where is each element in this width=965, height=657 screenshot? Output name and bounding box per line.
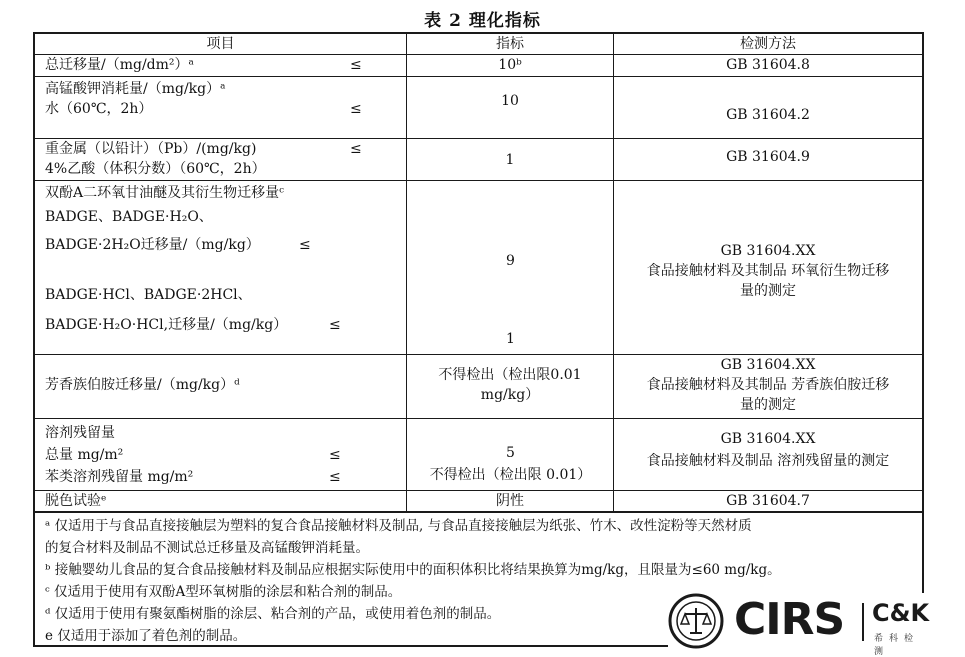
ck-wordmark: C&K	[872, 599, 930, 627]
table-row	[35, 181, 922, 355]
cirs-wordmark: CIRS	[734, 594, 845, 645]
row5-method-line1: GB 31604.XX	[720, 357, 816, 373]
row5-index-line2: mg/kg）	[480, 387, 540, 403]
row7-index: 阴性	[407, 491, 614, 511]
table-header-row	[35, 34, 922, 55]
row5-method-line3: 量的测定	[740, 397, 796, 413]
row2-method: GB 31604.2	[726, 107, 810, 123]
table-row	[35, 419, 922, 491]
row2-item-line2: 水（60℃，2h）	[45, 101, 153, 117]
row6-item-line3: 苯类溶剂残留量 mg/m²	[45, 469, 194, 485]
ck-subtitle: 希科检测	[874, 634, 920, 657]
footnote-a-line1: ᵃ 仅适用于与食品直接接触层为塑料的复合食品接触材料及制品, 与食品直接接触层为纸张、竹木、改性淀粉等天然材质	[45, 518, 752, 534]
row3-index: 1	[407, 139, 614, 180]
footnote-c: ᶜ 仅适用于使用有双酚A型环氧树脂的涂层和粘合剂的制品。	[45, 584, 402, 600]
footnote-b: ᵇ 接触婴幼儿食品的复合食品接触材料及制品应根据实际使用中的面积体积比将结果换算为mg/kg，且限量为≤60 mg/kg。	[45, 562, 781, 578]
row6-item-line2: 总量 mg/m²	[45, 447, 124, 463]
row4-item-line2: BADGE、BADGE·H₂O、	[45, 209, 213, 225]
footnote-d: ᵈ 仅适用于使用有聚氨酯树脂的涂层、粘合剂的产品，或使用着色剂的制品。	[45, 606, 501, 622]
table-title: 表 2 理化指标	[424, 11, 541, 31]
row4-le2: ≤	[329, 317, 341, 333]
table-row	[35, 491, 922, 512]
row4-item-line3: BADGE·2H₂O迁移量/（mg/kg）	[45, 237, 260, 253]
row1-method: GB 31604.8	[726, 57, 810, 73]
row4-method-line3: 量的测定	[740, 283, 796, 299]
row4-method-line2: 食品接触材料及其制品 环氧衍生物迁移	[646, 263, 890, 279]
row5-method-line2: 食品接触材料及其制品 芳香族伯胺迁移	[646, 377, 890, 393]
row2-item-line1: 高锰酸钾消耗量/（mg/kg）ᵃ	[45, 81, 226, 97]
row3-method: GB 31604.9	[726, 149, 810, 165]
table-row	[35, 139, 922, 181]
row7-method: GB 31604.7	[726, 493, 810, 509]
table-row	[35, 55, 922, 77]
row6-le1: ≤	[329, 447, 341, 463]
logo-divider	[862, 603, 864, 641]
row6-item-line1: 溶剂残留量	[45, 425, 115, 441]
row3-item-line2: 4%乙酸（体积分数）（60℃，2h）	[45, 161, 266, 177]
row4-item-line5: BADGE·H₂O·HCl,迁移量/（mg/kg）	[45, 317, 288, 333]
table-row	[35, 77, 922, 139]
row6-method-line2: 食品接触材料及制品 溶剂残留量的测定	[646, 453, 890, 469]
row6-le2: ≤	[329, 469, 341, 485]
header-method: 检测方法	[740, 36, 796, 52]
row1-index: 10ᵇ	[407, 55, 614, 76]
row5-item: 芳香族伯胺迁移量/（mg/kg）ᵈ	[35, 355, 407, 418]
row4-method-line1: GB 31604.XX	[720, 243, 816, 259]
physicochemical-table	[33, 32, 924, 647]
row6-index2: 不得检出（检出限 0.01）	[429, 467, 592, 483]
row1-item: 总迁移量/（mg/dm²）ᵃ	[45, 57, 194, 73]
header-index: 指标	[407, 34, 614, 54]
row4-item-line4: BADGE·HCl、BADGE·2HCl、	[45, 287, 252, 303]
row7-item: 脱色试验ᵉ	[35, 491, 407, 511]
footnote-a-line2: 的复合材料及制品不测试总迁移量及高锰酸钾消耗量。	[45, 540, 369, 556]
row4-le1: ≤	[299, 237, 311, 253]
row2-le: ≤	[350, 101, 362, 117]
row4-index2: 1	[506, 331, 515, 347]
seal-icon	[668, 593, 724, 649]
row1-le: ≤	[350, 57, 362, 73]
header-item: 项目	[35, 34, 407, 54]
row3-le: ≤	[350, 141, 362, 157]
cirs-logo	[668, 593, 930, 657]
row2-index: 10	[407, 77, 614, 138]
table-row	[35, 355, 922, 419]
row4-index1: 9	[506, 253, 515, 269]
row3-item-line1: 重金属（以铅计）（Pb）/(mg/kg)	[45, 141, 257, 157]
footnote-e: e 仅适用于添加了着色剂的制品。	[45, 628, 247, 644]
row5-index-line1: 不得检出（检出限0.01	[438, 367, 582, 383]
row4-item-line1: 双酚A二环氧甘油醚及其衍生物迁移量ᶜ	[45, 185, 284, 201]
row6-index1: 5	[506, 445, 515, 461]
row6-method-line1: GB 31604.XX	[720, 431, 816, 447]
